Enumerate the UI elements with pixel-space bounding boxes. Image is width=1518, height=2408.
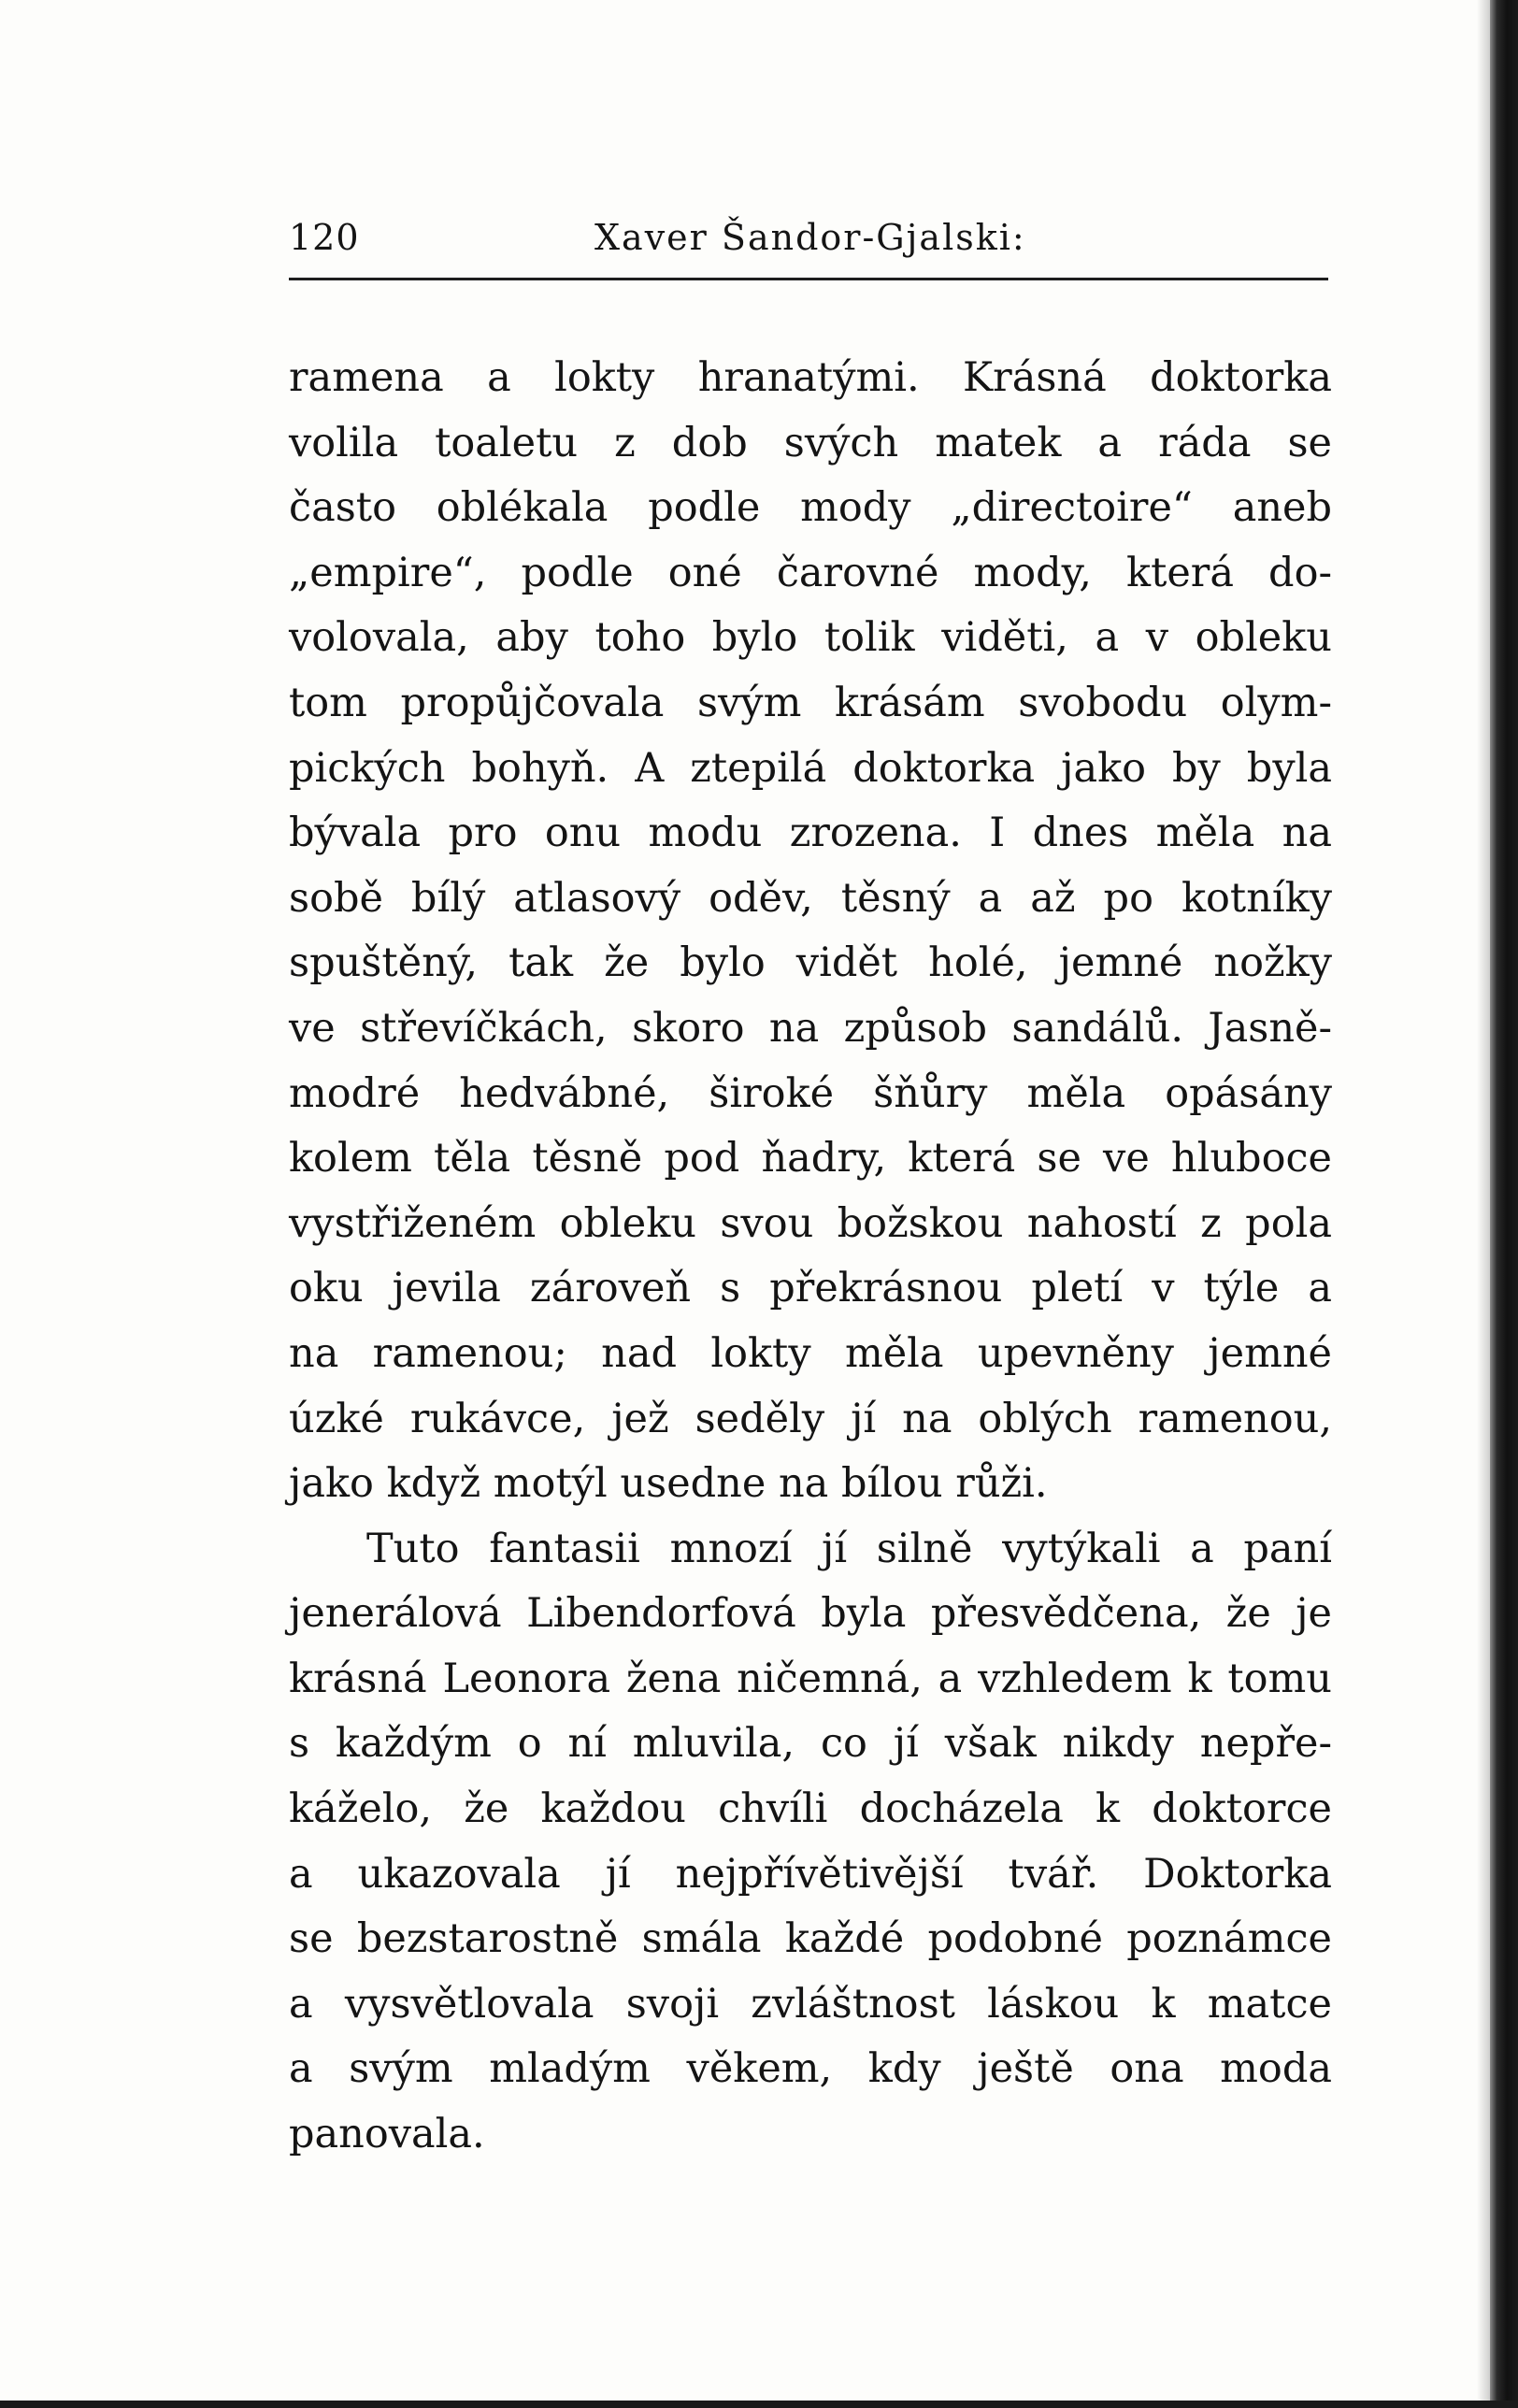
text-line: bývala pro onu modu zrozena. I dnes měla na [289,810,1332,857]
text-line: vystřiženém obleku svou božskou nahostí z pola [289,1199,1332,1247]
text-line: s každým o ní mluvila, co jí však nikdy nepře- [289,1720,1332,1768]
text-line: pických bohyň. A ztepilá doktorka jako by byla [289,744,1332,792]
text-line: volila toaletu z dob svých matek a ráda se [289,419,1332,466]
text-line: kolem těla těsně pod ňadry, která se ve hluboce [289,1135,1332,1182]
body-text [289,346,1332,2168]
text-line: Tuto fantasii mnozí jí silně vytýkali a paní [366,1525,1332,1572]
text-line: oku jevila zároveň s překrásnou pletí v týle a [289,1265,1332,1312]
page-header [289,213,1328,269]
text-line: spuštěný, tak že bylo vidět holé, jemné nožky [289,939,1332,987]
text-line: káželo, že každou chvíli docházela k doktorce [289,1785,1332,1833]
text-line: často oblékala podle mody „directoire“ aneb [289,484,1332,532]
text-line: ramena a lokty hranatými. Krásná doktorka [289,354,1332,401]
text-line: ve střevíčkách, skoro na způsob sandálů. Jasně- [289,1004,1332,1052]
text-line: jako když motýl usedne na bílou růži. [289,1460,1048,1508]
text-line: sobě bílý atlasový oděv, těsný a až po kotníky [289,874,1332,922]
page-edge-shadow [1477,0,1490,2408]
scan-edge [1490,0,1518,2408]
text-line: jenerálová Libendorfová byla přesvědčena, že je [289,1590,1332,1638]
page-number: 120 [289,217,360,258]
text-line: se bezstarostně smála každé podobné poznámce [289,1915,1332,1963]
text-line: krásná Leonora žena ničemná, a vzhledem k tomu [289,1655,1332,1702]
text-line: tom propůjčovala svým krásám svobodu olym- [289,679,1332,726]
text-line: úzké rukávce, jež seděly jí na oblých ramenou, [289,1395,1332,1442]
text-line: na ramenou; nad lokty měla upevněny jemné [289,1329,1332,1377]
scan-bottom-edge [0,2401,1518,2408]
running-head: Xaver Šandor-Gjalski: [594,217,1026,258]
text-line: panovala. [289,2111,485,2158]
text-line: a svým mladým věkem, kdy ještě ona moda [289,2045,1332,2093]
text-line: „empire“, podle oné čarovné mody, která do- [289,549,1332,596]
text-line: a ukazovala jí nejpřívětivější tvář. Doktorka [289,1850,1332,1898]
header-rule [289,278,1328,280]
text-line: a vysvětlovala svoji zvláštnost láskou k matce [289,1980,1332,2028]
text-line: volovala, aby toho bylo tolik viděti, a v obleku [289,614,1332,662]
text-line: modré hedvábné, široké šňůry měla opásány [289,1069,1332,1117]
